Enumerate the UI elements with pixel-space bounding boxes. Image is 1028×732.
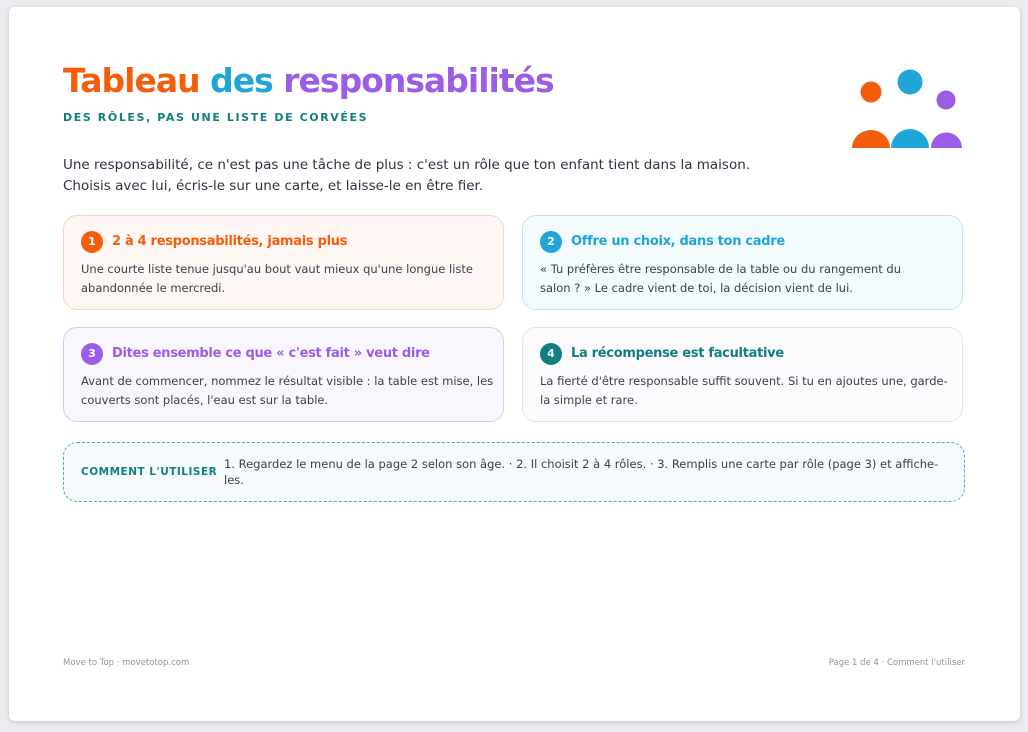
tip-card-2 — [522, 215, 963, 310]
title-word-2: des — [210, 61, 273, 100]
tip-card-4 — [522, 327, 963, 422]
card-body-line: « Tu préfères être responsable de la table ou du rangement du — [540, 262, 901, 276]
title-word-1: Tableau — [63, 61, 200, 100]
page-title — [63, 61, 554, 101]
card-title: Dites ensemble ce que « c'est fait » veut dire — [112, 346, 430, 361]
card-body-line: Une courte liste tenue jusqu'au bout vaut mieux qu'une longue liste — [81, 262, 473, 276]
card-body-line: La fierté d'être responsable suffit souvent. Si tu en ajoutes une, garde- — [540, 374, 948, 388]
card-body-line: couverts sont placés, l'eau est sur la table. — [81, 393, 329, 407]
how-to-use-box — [63, 442, 965, 502]
tip-card-3 — [63, 327, 504, 422]
card-body — [81, 372, 494, 410]
card-body — [540, 260, 950, 298]
footer-page-info: Page 1 de 4 · Comment l'utiliser — [828, 658, 965, 668]
intro-paragraph — [63, 155, 823, 197]
card-body-line: la simple et rare. — [540, 393, 638, 407]
step-number-badge: 3 — [81, 343, 103, 365]
page-subtitle: DES RÔLES, PAS UNE LISTE DE CORVÉES — [63, 111, 369, 124]
how-to-use-steps — [224, 456, 959, 488]
family-figures-icon — [851, 69, 973, 149]
card-body-line: Avant de commencer, nommez le résultat visible : la table est mise, les — [81, 374, 494, 388]
card-body-line: salon ? » Le cadre vient de toi, la décision vient de lui. — [540, 281, 853, 295]
how-to-use-label: COMMENT L'UTILISER — [81, 466, 218, 478]
tip-card-1 — [63, 215, 504, 310]
step-number-badge: 2 — [540, 231, 562, 253]
card-title: 2 à 4 responsabilités, jamais plus — [112, 234, 348, 249]
intro-line: Choisis avec lui, écris-le sur une carte, et laisse-le en être fier. — [63, 178, 484, 194]
title-word-3: responsabilités — [283, 61, 554, 100]
intro-line: Une responsabilité, ce n'est pas une tâche de plus : c'est un rôle que ton enfant tient dans la maison. — [63, 157, 751, 173]
card-body — [540, 372, 950, 410]
footer-brand: Move to Top · movetotop.com — [63, 658, 190, 668]
document-page — [9, 7, 1020, 721]
card-body-line: abandonnée le mercredi. — [81, 281, 226, 295]
how-to-use-line: les. — [224, 473, 244, 487]
step-number-badge: 1 — [81, 231, 103, 253]
card-body — [81, 260, 491, 298]
how-to-use-line: 1. Regardez le menu de la page 2 selon son âge. · 2. Il choisit 2 à 4 rôles. · 3. Remplis une carte par rôle (page 3) et affiche- — [224, 457, 939, 471]
card-title: La récompense est facultative — [571, 346, 784, 361]
card-title: Offre un choix, dans ton cadre — [571, 234, 785, 249]
step-number-badge: 4 — [540, 343, 562, 365]
